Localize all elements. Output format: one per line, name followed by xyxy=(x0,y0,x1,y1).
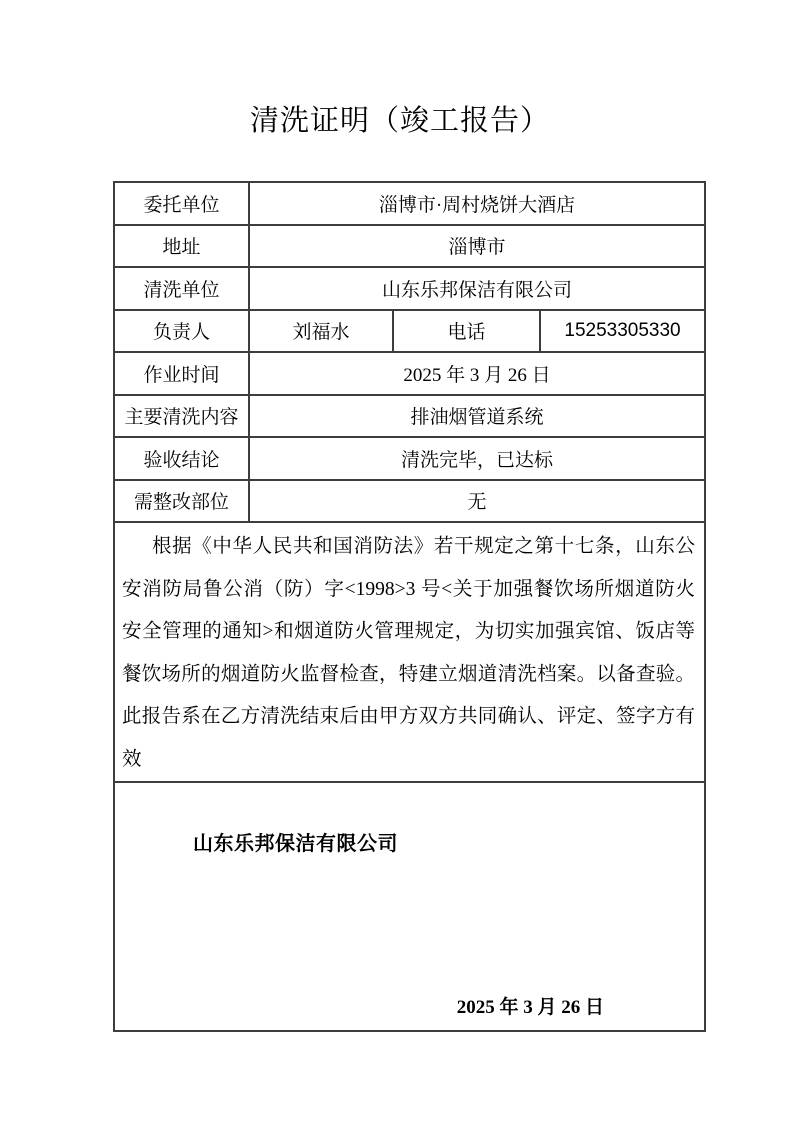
table-row-cleaning-scope xyxy=(114,395,705,438)
row-label-address: 地址 xyxy=(114,225,249,268)
notice-paragraph: 根据《中华人民共和国消防法》若干规定之第十七条，山东公安消防局鲁公消（防）字<1998>3 号<关于加强餐饮场所烟道防火安全管理的通知>和烟道防火管理规定，为切实加强宾馆、饭店等餐饮场所的烟道防火监督检查，特建立烟道清洗档案。以备查验。此报告系在乙方清洗结束后由甲方双方共同确认、评定、签字方有效 xyxy=(122,536,695,770)
row-value-cleaning-scope: 排油烟管道系统 xyxy=(249,395,705,438)
row-value-rectification: 无 xyxy=(249,480,705,523)
signature-block xyxy=(115,783,704,1030)
table-row-signature xyxy=(114,782,705,1031)
document-title: 清洗证明（竣工报告） xyxy=(249,105,550,137)
row-label-client: 委托单位 xyxy=(114,182,249,225)
table-row-responsible-person xyxy=(114,310,705,353)
row-label-cleaning-company: 清洗单位 xyxy=(114,267,249,310)
row-label-rectification: 需整改部位 xyxy=(114,480,249,523)
report-table xyxy=(113,181,706,1032)
row-value-client: 淄博市·周村烧饼大酒店 xyxy=(249,182,705,225)
row-label-phone: 电话 xyxy=(393,310,540,353)
table-row-notice xyxy=(114,522,705,782)
row-label-responsible-person: 负责人 xyxy=(114,310,249,353)
row-label-work-date: 作业时间 xyxy=(114,352,249,395)
table-row-cleaning-company xyxy=(114,267,705,310)
signature-date: 2025 年 3 月 26 日 xyxy=(456,997,604,1018)
row-value-acceptance-result: 清洗完毕，已达标 xyxy=(249,437,705,480)
row-value-cleaning-company: 山东乐邦保洁有限公司 xyxy=(249,267,705,310)
row-label-acceptance-result: 验收结论 xyxy=(114,437,249,480)
table-row-rectification xyxy=(114,480,705,523)
row-value-work-date: 2025 年 3 月 26 日 xyxy=(249,352,705,395)
table-row-work-date xyxy=(114,352,705,395)
table-row-client xyxy=(114,182,705,225)
signature-company: 山东乐邦保洁有限公司 xyxy=(193,833,398,855)
table-row-address xyxy=(114,225,705,268)
row-label-cleaning-scope: 主要清洗内容 xyxy=(114,395,249,438)
row-value-responsible-person: 刘福水 xyxy=(249,310,393,353)
row-value-address: 淄博市 xyxy=(249,225,705,268)
row-value-phone: 15253305330 xyxy=(540,310,705,353)
table-row-acceptance-result xyxy=(114,437,705,480)
